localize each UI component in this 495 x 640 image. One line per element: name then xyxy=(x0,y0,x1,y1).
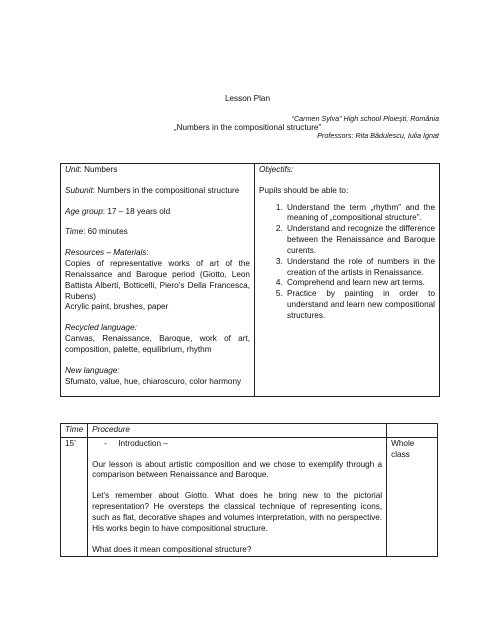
objective-item: 5. Practice by painting in order to understand and learn new compositional structures. xyxy=(285,289,435,321)
unit-details-cell xyxy=(61,164,255,397)
procedure-cell xyxy=(88,437,387,557)
objective-item: 4. Comprehend and learn new art terms. xyxy=(285,278,435,289)
objective-item: 3. Understand the role of numbers in the creation of the artists in Renaissance. xyxy=(285,257,435,279)
objectives-intro: Pupils should be able to: xyxy=(259,185,349,195)
procedure-table xyxy=(60,423,438,557)
section-heading: - Introduction – xyxy=(104,438,168,448)
resources-line: Copies of representative works of art of the Renaissance and Baroque period (Giotto, Leon Battista Alberti, Botticelli, Piero’s Della Francesca, Rubens) xyxy=(65,259,250,301)
step-time-cell: 15’ xyxy=(61,437,88,557)
objectives-list xyxy=(259,203,435,322)
resources-heading: Resources – Materials: xyxy=(65,248,149,258)
new-language-text: Sfumato, value, hue, chiaroscuro, color harmony xyxy=(65,376,242,386)
document-subtitle: „Numbers in the compositional structure” xyxy=(173,123,322,132)
objectives-cell xyxy=(255,164,440,397)
procedure-paragraph: Let’s remember about Giotto. What does he bring new to the pictorial representation? He oversteps the classical technique of representing icons, such as flat, decorative shapes and volumes interpretation, with no perspective. His works begin to have compositional structure. xyxy=(92,491,383,533)
objective-item: 2. Understand and recognize the difference between the Renaissance and Baroque curents. xyxy=(285,224,435,256)
procedure-question: What does it mean compositional structure? xyxy=(92,544,252,554)
time-line: Time: 60 minutes xyxy=(65,227,128,237)
objectives-heading: Objectifs: xyxy=(259,165,294,174)
recycled-language-heading: Recycled language: xyxy=(65,323,137,333)
age-group-line: Age group: 17 – 18 years old xyxy=(65,206,171,216)
recycled-language-text: Canvas, Renaissance, Baroque, work of art, composition, palette, equilibrium, rhythm xyxy=(65,334,250,354)
time-column-header: Time xyxy=(61,424,88,438)
document-title: Lesson Plan xyxy=(224,94,271,103)
grouping-cell: Whole class xyxy=(387,437,438,557)
professors-line: Professors: Rita Bădulescu, Iulia Ignat xyxy=(317,131,439,140)
objective-item: 1. Understand the term „rhythm” and the meaning of „compositional structure”. xyxy=(285,203,435,225)
grouping-column-header xyxy=(387,424,438,438)
procedure-paragraph: Our lesson is about artistic composition and we chose to exemplify through a comparison between Renaissance and Baroque. xyxy=(92,459,383,480)
unit-line: Unit: Numbers xyxy=(65,165,118,174)
school-name: “Carmen Sylva” High school Ploieşti, România xyxy=(291,114,439,123)
lesson-overview-table xyxy=(60,163,440,397)
new-language-heading: New language: xyxy=(65,365,120,375)
subunit-line: Subunit: Numbers in the compositional structure xyxy=(65,185,240,195)
resources-line: Acrylic paint, brushes, paper xyxy=(65,302,169,312)
procedure-column-header: Procedure xyxy=(88,424,387,438)
